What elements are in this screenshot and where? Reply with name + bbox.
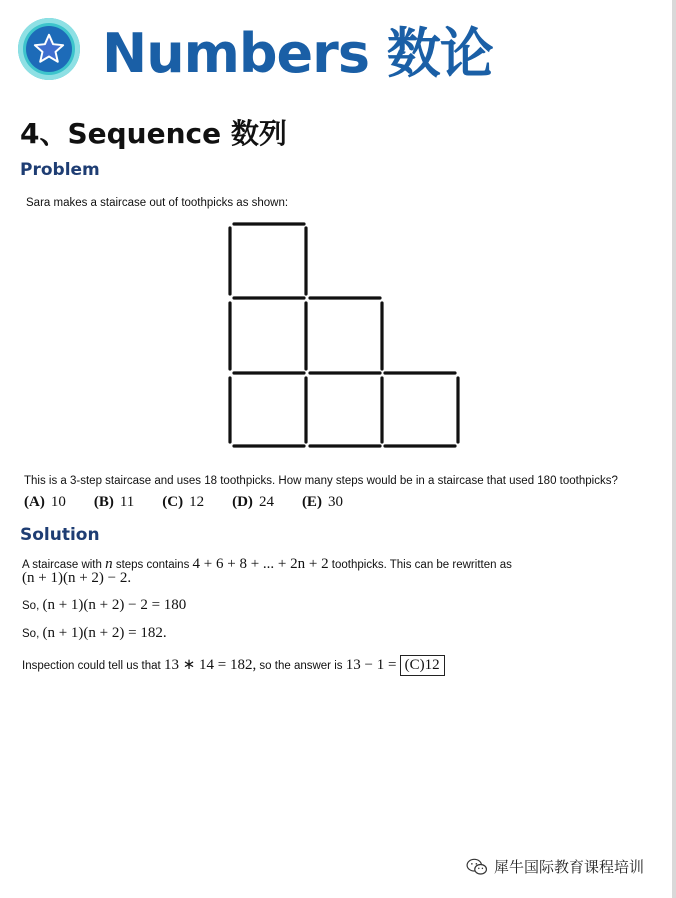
page-title: Numbers 数论 xyxy=(102,21,493,85)
footer-brand xyxy=(466,856,644,877)
page-header xyxy=(18,14,493,84)
solution-line-5: Inspection could tell us that 13 ∗ 14 = 182, so the answer is 13 − 1 = (C)12 xyxy=(22,655,445,676)
choice-a: (A) 10 xyxy=(24,494,66,510)
choice-b: (B) 11 xyxy=(93,494,135,510)
star-icon xyxy=(32,32,66,66)
footer-brand-text: 犀牛国际教育课程培训 xyxy=(494,859,645,876)
section-title: 4、Sequence 数列 xyxy=(20,117,287,150)
choice-c: (C) 12 xyxy=(162,494,205,510)
problem-question: This is a 3-step staircase and uses 18 toothpicks. How many steps would be in a staircase that used 180 toothpicks? xyxy=(24,475,618,487)
wechat-icon xyxy=(466,858,488,876)
solution-line-3: So, (n + 1)(n + 2) − 2 = 180 xyxy=(22,597,187,613)
solution-heading: Solution xyxy=(20,525,100,545)
problem-heading: Problem xyxy=(20,160,100,180)
solution-line-1: A staircase with n steps contains 4 + 6 + 8 + ... + 2n + 2 toothpicks. This can be rewritten as xyxy=(22,556,512,572)
choice-d: (D) 24 xyxy=(232,494,274,510)
solution-line-4: So, (n + 1)(n + 2) = 182. xyxy=(22,625,167,641)
answer-choices xyxy=(24,494,371,511)
logo xyxy=(18,18,80,80)
solution-line-2: (n + 1)(n + 2) − 2. xyxy=(22,570,132,586)
answer-box: (C)12 xyxy=(400,655,445,676)
choice-e: (E) 30 xyxy=(301,494,343,510)
staircase-figure xyxy=(222,218,466,454)
problem-intro: Sara makes a staircase out of toothpicks as shown: xyxy=(26,197,289,209)
page-edge xyxy=(672,0,676,898)
